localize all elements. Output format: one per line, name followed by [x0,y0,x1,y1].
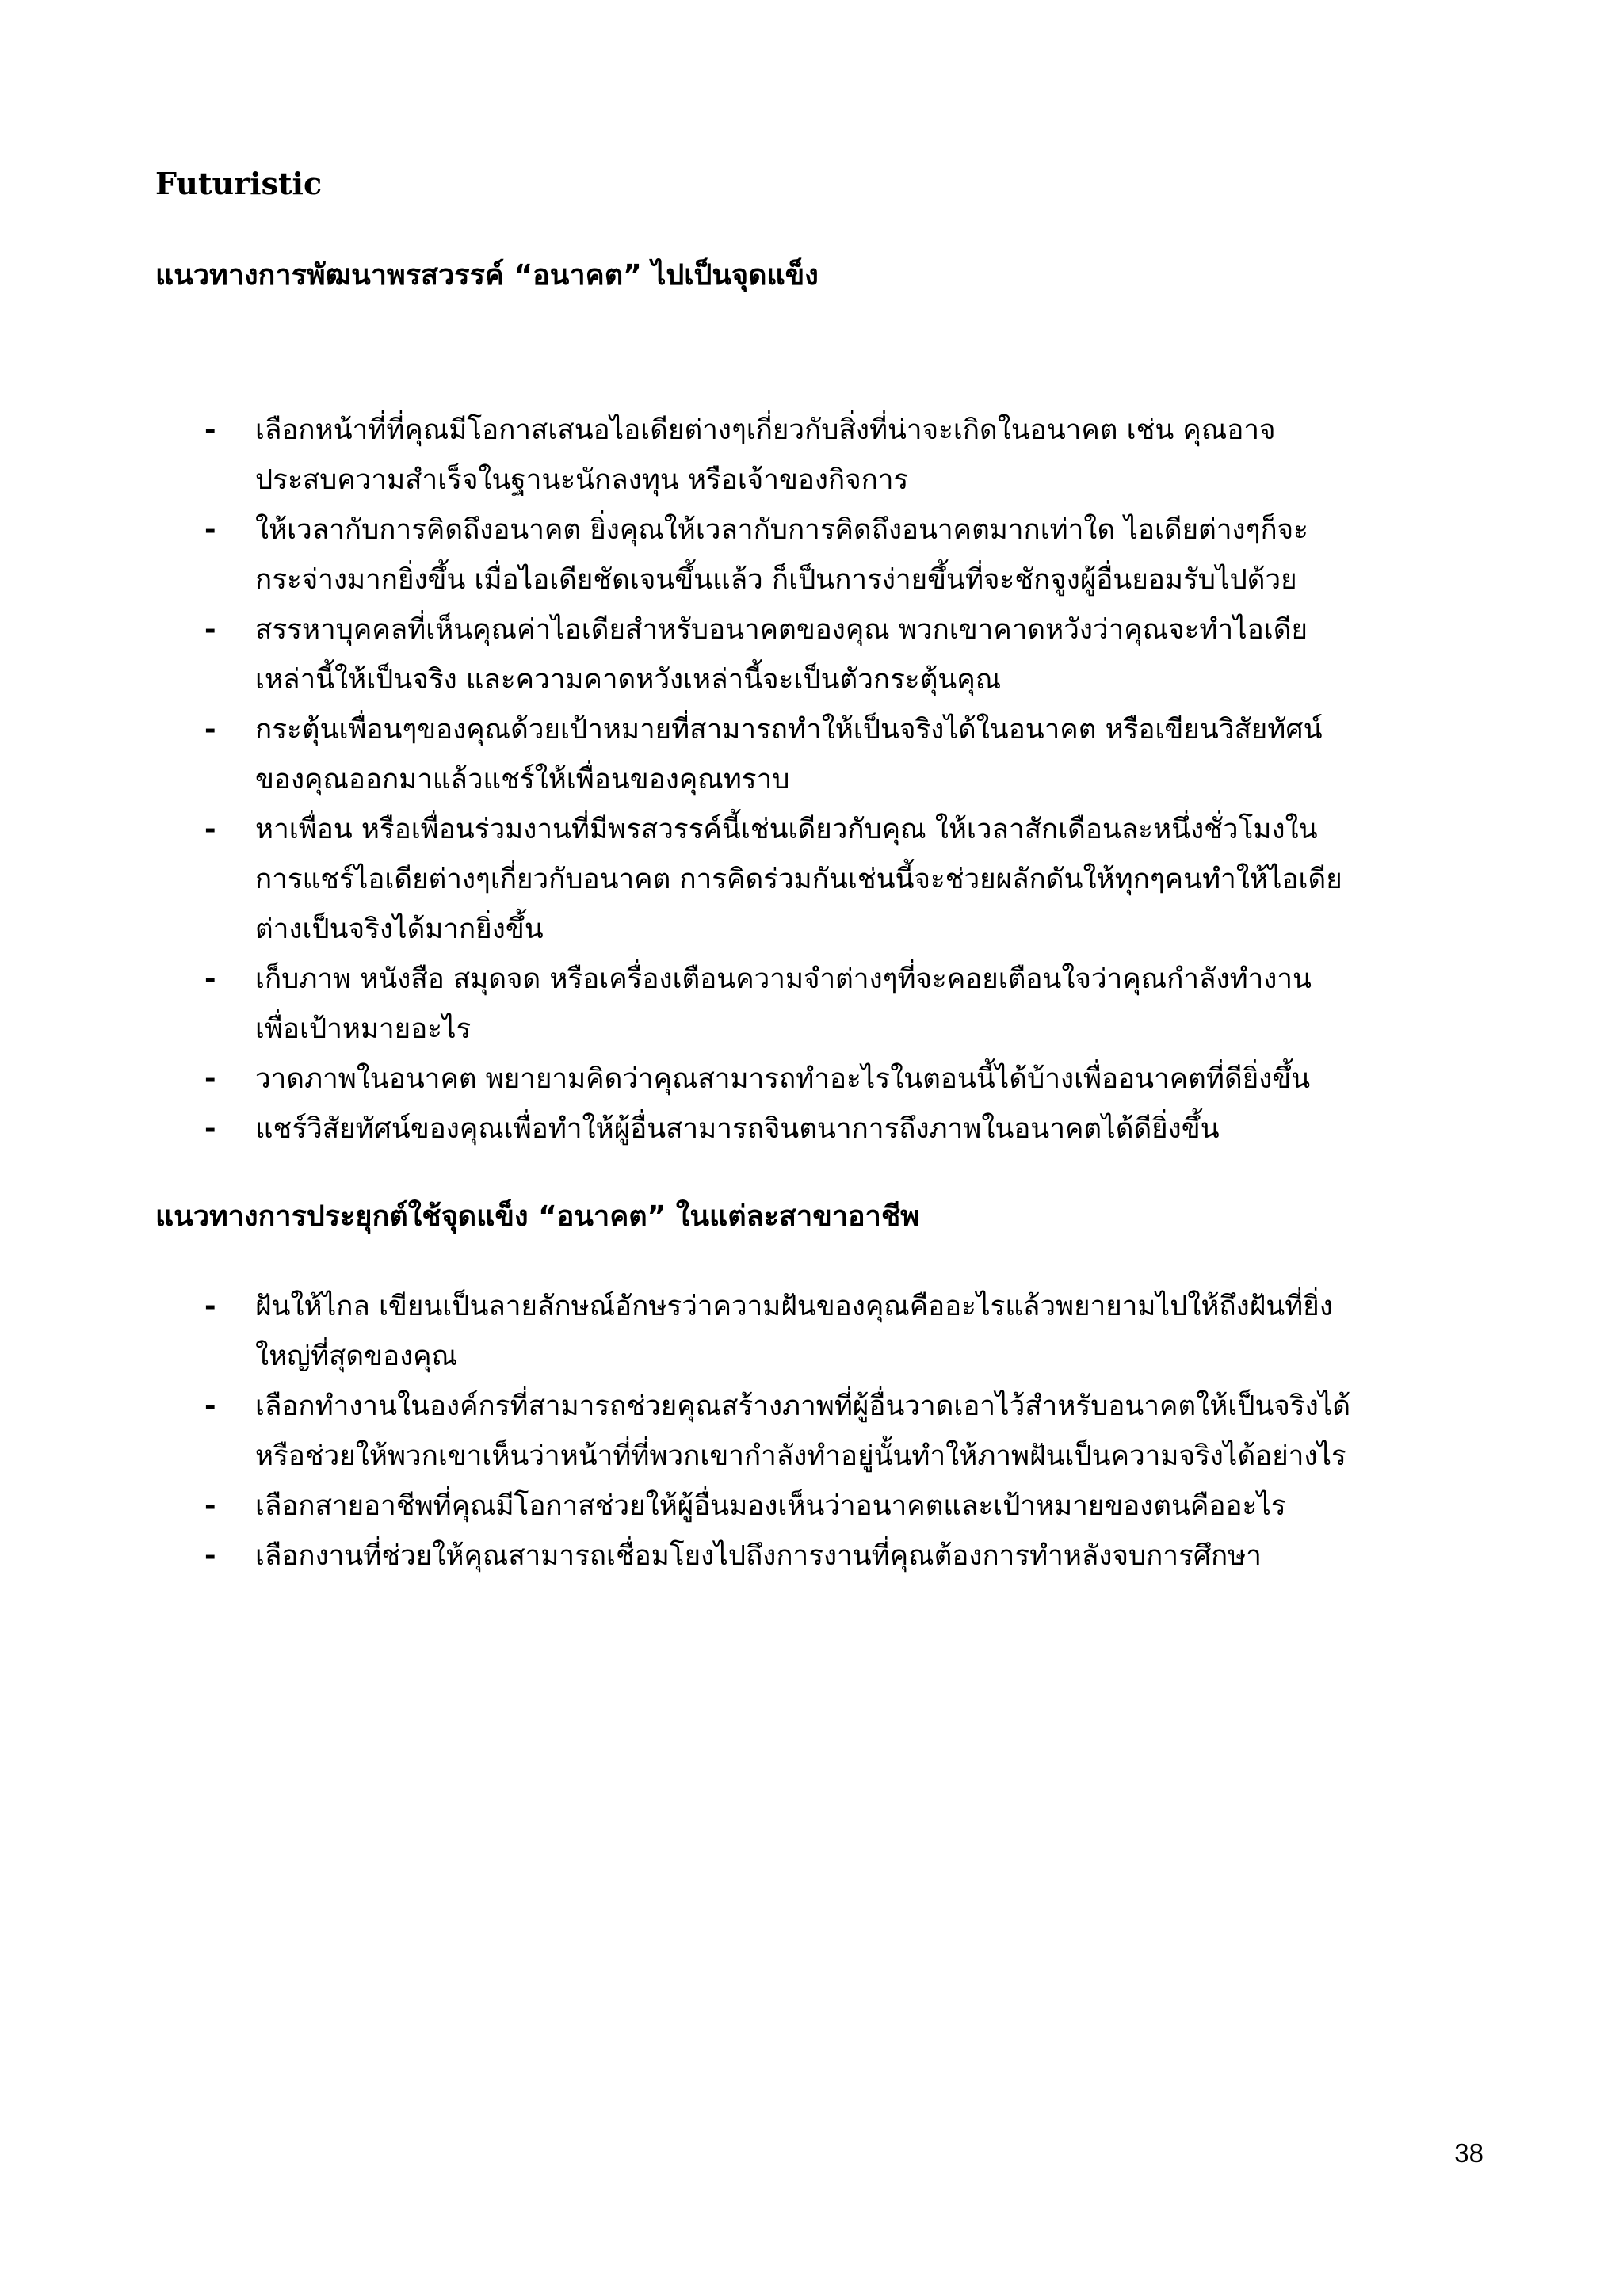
bullet-dash: - [204,414,216,446]
bullet-dash: - [204,1113,216,1145]
bullet-dash: - [204,1291,216,1322]
list-item [0,1055,1623,1104]
list-item-line: เลือกทำงานในองค์กรที่สามารถช่วยคุณสร้างภาพที่ผู้อื่นวาดเอาไว้สำหรับอนาคตให้เป็นจริงได้ [255,1390,1351,1422]
list-item [0,955,1623,1055]
list-item [0,1482,1623,1531]
list-item-line: ให้เวลากับการคิดถึงอนาคต ยิ่งคุณให้เวลากับการคิดถึงอนาคตมากเท่าใด ไอเดียต่างๆก็จะ [255,514,1308,546]
list-item-line: ประสบความสำเร็จในฐานะนักลงทุน หรือเจ้าของกิจการ [255,464,909,496]
list-item-line: เหล่านี้ให้เป็นจริง และความคาดหวังเหล่านี้จะเป็นตัวกระตุ้นคุณ [255,664,1002,696]
list-item [0,1282,1623,1382]
list-item [0,1382,1623,1482]
list-item-line: วาดภาพในอนาคต พยายามคิดว่าคุณสามารถทำอะไรในตอนนี้ได้บ้างเพื่ออนาคตที่ดียิ่งขึ้น [255,1063,1311,1095]
list-item [0,1104,1623,1154]
bullet-dash: - [204,614,216,646]
list-item-line: เลือกงานที่ช่วยให้คุณสามารถเชื่อมโยงไปถึงการงานที่คุณต้องการทำหลังจบการศึกษา [255,1540,1262,1572]
bullet-dash: - [204,1490,216,1522]
section-heading-development: แนวทางการพัฒนาพรสวรรค์ “อนาคต” ไปเป็นจุดแข็ง [155,259,819,292]
list-item-line: ต่างเป็นจริงได้มากยิ่งขึ้น [255,913,544,945]
list-item-line: ของคุณออกมาแล้วแชร์ให้เพื่อนของคุณทราบ [255,764,790,795]
page-number: 38 [1454,2138,1484,2168]
list-item [0,406,1623,505]
bullet-dash: - [204,963,216,995]
application-tips-list [0,1282,1623,1581]
bullet-dash: - [204,514,216,546]
list-item-line: เลือกสายอาชีพที่คุณมีโอกาสช่วยให้ผู้อื่นมองเห็นว่าอนาคตและเป้าหมายของตนคืออะไร [255,1490,1286,1522]
development-tips-list [0,406,1623,1154]
list-item-line: กระตุ้นเพื่อนๆของคุณด้วยเป้าหมายที่สามารถทำให้เป็นจริงได้ในอนาคต หรือเขียนวิสัยทัศน์ [255,714,1323,746]
list-item-line: การแชร์ไอเดียต่างๆเกี่ยวกับอนาคต การคิดร่วมกันเช่นนี้จะช่วยผลักดันให้ทุกๆคนทำให้ไอเดีย [255,864,1342,895]
list-item [0,705,1623,805]
list-item-line: หาเพื่อน หรือเพื่อนร่วมงานที่มีพรสวรรค์นี้เช่นเดียวกับคุณ ให้เวลาสักเดือนละหนึ่งชั่วโมงใน [255,814,1318,845]
list-item [0,805,1623,955]
bullet-dash: - [204,1540,216,1572]
list-item [0,1531,1623,1581]
bullet-dash: - [204,1390,216,1422]
list-item-line: ใหญ่ที่สุดของคุณ [255,1341,458,1372]
list-item-line: กระจ่างมากยิ่งขึ้น เมื่อไอเดียชัดเจนขึ้นแล้ว ก็เป็นการง่ายขึ้นที่จะชักจูงผู้อื่นยอมรับไปด้วย [255,564,1297,596]
bullet-dash: - [204,814,216,845]
list-item-line: ฝันให้ไกล เขียนเป็นลายลักษณ์อักษรว่าความฝันของคุณคืออะไรแล้วพยายามไปให้ถึงฝันที่ยิ่ง [255,1291,1333,1322]
list-item [0,505,1623,605]
list-item-line: เก็บภาพ หนังสือ สมุดจด หรือเครื่องเตือนความจำต่างๆที่จะคอยเตือนใจว่าคุณกำลังทำงาน [255,963,1312,995]
bullet-dash: - [204,714,216,746]
list-item-line: แชร์วิสัยทัศน์ของคุณเพื่อทำให้ผู้อื่นสามารถจินตนาการถึงภาพในอนาคตได้ดียิ่งขึ้น [255,1113,1220,1145]
page-title: Futuristic [155,166,323,201]
bullet-dash: - [204,1063,216,1095]
list-item-line: เพื่อเป้าหมายอะไร [255,1013,472,1045]
section-heading-application: แนวทางการประยุกต์ใช้จุดแข็ง “อนาคต” ในแต่ละสาขาอาชีพ [155,1200,920,1233]
list-item [0,605,1623,705]
list-item-line: หรือช่วยให้พวกเขาเห็นว่าหน้าที่ที่พวกเขากำลังทำอยู่นั้นทำให้ภาพฝันเป็นความจริงได้อย่างไร [255,1440,1346,1472]
list-item-line: เลือกหน้าที่ที่คุณมีโอกาสเสนอไอเดียต่างๆเกี่ยวกับสิ่งที่น่าจะเกิดในอนาคต เช่น คุณอาจ [255,414,1276,446]
list-item-line: สรรหาบุคคลที่เห็นคุณค่าไอเดียสำหรับอนาคตของคุณ พวกเขาคาดหวังว่าคุณจะทำไอเดีย [255,614,1308,646]
